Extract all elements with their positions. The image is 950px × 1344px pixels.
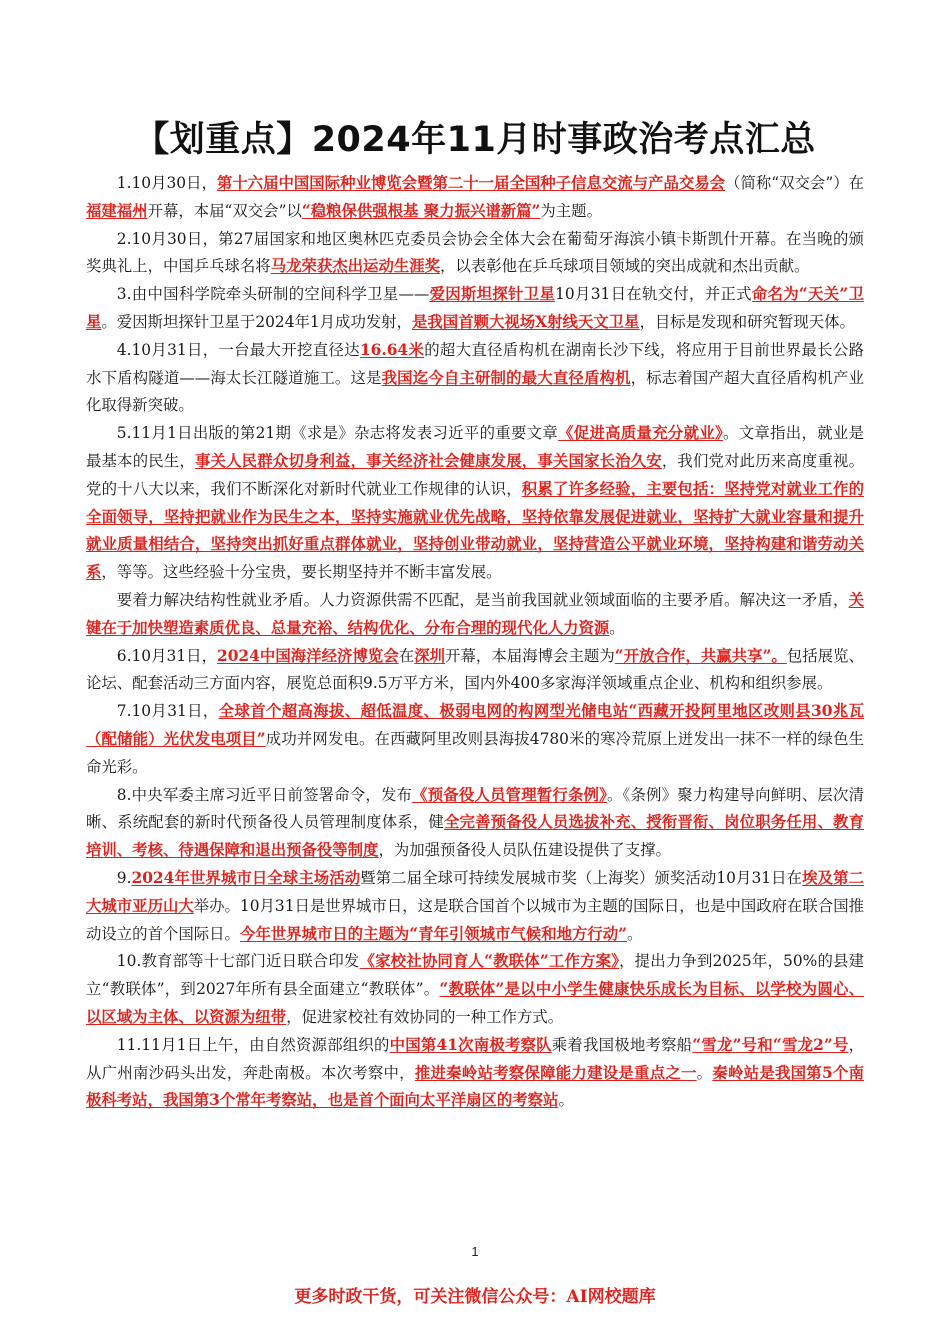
highlighted-keyphrase: 16.64米	[359, 340, 425, 359]
body-text: 暨第二届全球可持续发展城市奖（上海奖）颁奖活动10月31日在	[360, 868, 803, 887]
highlighted-keyphrase: 2024年世界城市日全球主场活动	[131, 868, 361, 887]
highlighted-keyphrase: 深圳	[414, 646, 446, 665]
body-text: ，等等。这些经验十分宝贵，要长期坚持并不断丰富发展。	[101, 563, 502, 582]
body-text: 。	[558, 1091, 574, 1110]
body-text: 举办。10月31日是世界城市日，这是联合国首个以城市为主题的国际日，也是中国政府在联合国推动设立的首个国际日。	[86, 896, 864, 943]
highlighted-keyphrase: 推进秦岭站考察保障能力建设是重点之一	[414, 1063, 697, 1082]
highlighted-keyphrase: 马龙荣获杰出运动生涯奖	[270, 257, 441, 276]
news-item-paragraph	[86, 1032, 864, 1115]
news-item-paragraph	[86, 170, 864, 226]
highlighted-keyphrase: “稳粮保供强根基 聚力振兴谱新篇”	[301, 201, 541, 220]
body-text: ，从广州南沙码头出发，奔赴南极。本次考察中，	[86, 1035, 864, 1082]
body-text: 成功并网发电。在西藏阿里改则县海拔4780米的寒冷荒原上迸发出一抹不一样的绿色生命光彩。	[86, 729, 864, 776]
body-text: 3.由中国科学院牵头研制的空间科学卫星——	[116, 285, 430, 304]
highlighted-keyphrase: 《家校社协同育人“教联体”工作方案》	[359, 952, 620, 971]
body-text: 为主题。	[540, 201, 602, 220]
highlighted-keyphrase: “教联体”是以中小学生健康快乐成长为目标、以学校为圆心、以区域为主体、以资源为纽带	[86, 980, 864, 1026]
body-text: 的超大直径盾构机在湖南长沙下线，将应用于目前世界最长公路水下盾构隧道——海太长江隧道施工。这是	[86, 340, 864, 387]
highlighted-keyphrase: 积累了许多经验，主要包括：坚持党对就业工作的全面领导，坚持把就业作为民生之本，坚持实施就业优先战略，坚持依靠发展促进就业，坚持扩大就业容量和提升就业质量相结合，坚持突出抓好重点群体就业，坚持创业带动就业，坚持营造公平就业环境，坚持构建和谐劳动关系	[86, 479, 864, 582]
body-text: 2.10月30日，第27届国家和地区奥林匹克委员会协会全体大会在葡萄牙海滨小镇卡斯凯什开幕。在当晚的颁奖典礼上，中国乒乓球名将	[86, 229, 864, 276]
highlighted-keyphrase: 命名为“天关”卫星	[86, 285, 864, 331]
body-text: 10月31日在轨交付，并正式	[555, 285, 752, 304]
highlighted-keyphrase: 爱因斯坦探针卫星	[429, 285, 556, 304]
body-text: 。	[609, 618, 625, 637]
page-number: 1	[471, 1244, 479, 1259]
body-text: （简称“双交会”）在	[725, 174, 864, 192]
body-text: 11.11月1日上午，由自然资源部组织的	[116, 1035, 390, 1054]
highlighted-keyphrase: 中国第41次南极考察队	[389, 1035, 552, 1054]
highlighted-keyphrase: 2024中国海洋经济博览会	[217, 646, 399, 665]
highlighted-keyphrase: 《预备役人员管理暂行条例》	[412, 785, 607, 804]
document-title: 【划重点】2024年11月时事政治考点汇总	[134, 120, 816, 160]
news-item-paragraph	[86, 587, 864, 643]
highlighted-keyphrase: 事关人民群众切身利益，事关经济社会健康发展，事关国家长治久安	[194, 451, 662, 470]
news-item-paragraph	[86, 698, 864, 781]
body-text: ，提出力争到2025年，50%的县建立“教联体”，到2027年所有县全面建立“教联体”。	[86, 952, 864, 999]
body-text: 9.	[116, 868, 132, 887]
highlighted-keyphrase: 《促进高质量充分就业》	[558, 424, 724, 443]
highlighted-keyphrase: 第十六届中国国际种业博览会暨第二十一届全国种子信息交流与产品交易会	[216, 174, 726, 192]
highlighted-keyphrase: 是我国首颗大视场X射线天文卫星	[412, 312, 640, 331]
news-item-paragraph	[86, 643, 864, 699]
highlighted-keyphrase: “开放合作，共赢共享”。	[614, 646, 787, 665]
body-text: ，以表彰他在乒乓球项目领域的突出成就和杰出贡献。	[440, 257, 810, 276]
highlighted-keyphrase: 全完善预备役人员选拔补充、授衔晋衔、岗位职务任用、教育培训、考核、待遇保障和退出预备役等制度	[86, 813, 864, 860]
document-body	[86, 170, 864, 1115]
highlighted-keyphrase: 秦岭站是我国第5个南极科考站，我国第3个常年考察站，也是首个面向太平洋扇区的考察站	[86, 1063, 864, 1110]
body-text: 乘着我国极地考察船	[551, 1035, 693, 1054]
highlighted-keyphrase: “雪龙”号和“雪龙2”号	[692, 1035, 849, 1054]
highlighted-keyphrase: 福建福州	[86, 201, 148, 220]
body-text: ，标志着国产超大直径盾构机产业化取得新突破。	[86, 368, 864, 415]
highlighted-keyphrase: 全球首个超高海拔、超低温度、极弱电网的构网型光储电站“西藏开投阿里地区改则县30兆瓦（配储能）光伏发电项目”	[86, 702, 864, 748]
news-item-paragraph	[86, 865, 864, 948]
news-item-paragraph	[86, 226, 864, 282]
body-text: 5.11月1日出版的第21期《求是》杂志将发表习近平的重要文章	[116, 424, 559, 443]
body-text: 开幕，本届“双交会”以	[147, 201, 302, 220]
body-text: 1.10月30日，	[116, 174, 217, 192]
body-text: 。爱因斯坦探针卫星于2024年1月成功发射，	[101, 312, 413, 331]
body-text: 。《条例》聚力构建导向鲜明、层次清晰、系统配套的新时代预备役人员管理制度体系，健	[86, 785, 864, 832]
body-text: 。	[696, 1063, 713, 1082]
news-item-paragraph	[86, 337, 864, 420]
body-text: 。	[627, 924, 643, 943]
news-item-paragraph	[86, 281, 864, 337]
footer-promo: 更多时政干货，可关注微信公众号：AI网校题库	[294, 1287, 656, 1307]
highlighted-keyphrase: 我国迄今自主研制的最大直径盾构机	[381, 368, 631, 387]
body-text: 8.中央军委主席习近平日前签署命令，发布	[116, 785, 413, 804]
body-text: 开幕，本届海博会主题为	[445, 646, 615, 665]
body-text: 7.10月31日，	[116, 702, 219, 721]
highlighted-keyphrase: 今年世界城市日的主题为“青年引领城市气候和地方行动”	[239, 924, 628, 943]
body-text: ，促进家校社有效协同的一种工作方式。	[286, 1007, 564, 1026]
body-text: 6.10月31日，	[116, 646, 218, 665]
news-item-paragraph	[86, 420, 864, 587]
body-text: 要着力解决结构性就业矛盾。人力资源供需不匹配，是当前我国就业领域面临的主要矛盾。解决这一矛盾，	[116, 590, 849, 609]
news-item-paragraph	[86, 948, 864, 1031]
body-text: 在	[398, 646, 415, 665]
body-text: ，目标是发现和研究暂现天体。	[639, 312, 855, 331]
body-text: 4.10月31日，一台最大开挖直径达	[116, 340, 360, 359]
body-text: 包括展览、论坛、配套活动三方面内容，展览总面积9.5万平方米，国内外400多家海洋领域重点企业、机构和组织参展。	[86, 646, 864, 693]
highlighted-keyphrase: 关键在于加快塑造素质优良、总量充裕、结构优化、分布合理的现代化人力资源	[86, 590, 864, 637]
body-text: ，为加强预备役人员队伍建设提供了支撑。	[378, 841, 671, 860]
body-text: 10.教育部等十七部门近日联合印发	[116, 952, 360, 971]
body-text: 。文章指出，就业是最基本的民生，	[86, 424, 864, 470]
news-item-paragraph	[86, 782, 864, 865]
highlighted-keyphrase: 埃及第二大城市亚历山大	[86, 868, 864, 915]
body-text: ，我们党对此历来高度重视。党的十八大以来，我们不断深化对新时代就业工作规律的认识，	[86, 451, 864, 498]
